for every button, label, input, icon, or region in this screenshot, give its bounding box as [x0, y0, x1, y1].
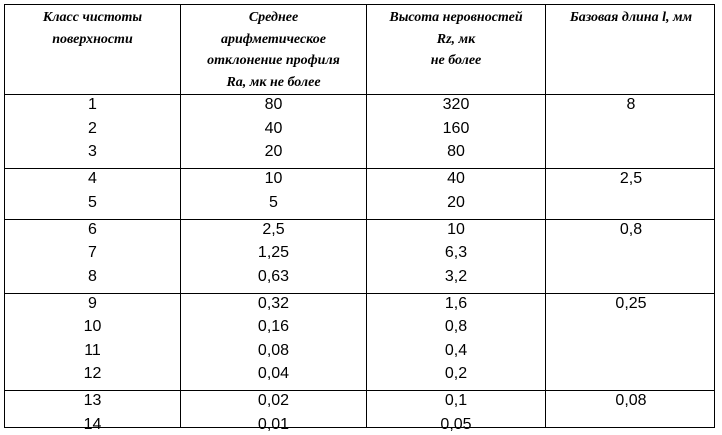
ra-value-cell: 0,08: [257, 341, 290, 359]
surface-class-cell: 12: [83, 365, 102, 382]
surface-roughness-table: [4, 4, 715, 433]
ra-value-cell: 80: [264, 96, 283, 113]
surface-class-cell: 6: [88, 220, 97, 238]
column-divider: [545, 5, 546, 427]
surface-class-cell: 9: [88, 294, 97, 312]
ra-value-cell: 0,01: [257, 415, 290, 433]
rz-value-cell: 20: [447, 193, 465, 211]
surface-class-cell: 1: [88, 96, 97, 113]
header-ra: Среднее арифметическое отклонение профиля Ra, мк не более: [207, 10, 340, 90]
header-base-length: Базовая длина l, мм: [569, 10, 693, 25]
surface-class-cell: 3: [88, 143, 97, 160]
ra-value-cell: 1,25: [257, 244, 290, 261]
surface-class-cell: 8: [88, 267, 97, 285]
ra-value-cell: 0,02: [257, 392, 290, 409]
ra-value-cell: 10: [264, 170, 283, 187]
surface-class-cell: 11: [84, 341, 101, 359]
header-rz: Высота неровностей Rz, мк не более: [389, 10, 523, 68]
rz-value-cell: 0,2: [444, 365, 468, 382]
rz-value-cell: 40: [447, 170, 465, 187]
rz-value-cell: 1,6: [444, 294, 468, 312]
surface-class-cell: 2: [88, 119, 97, 137]
rz-value-cell: 160: [442, 119, 470, 137]
rz-value-cell: 0,1: [444, 392, 468, 409]
base-length-cell: 2,5: [619, 170, 643, 187]
ra-value-cell: 40: [264, 119, 283, 137]
ra-value-cell: 0,32: [257, 294, 290, 312]
surface-class-cell: 13: [83, 392, 102, 409]
rz-value-cell: 0,8: [444, 318, 468, 335]
surface-class-cell: 4: [88, 170, 97, 187]
ra-value-cell: 0,63: [257, 267, 290, 285]
surface-class-cell: 5: [88, 193, 97, 211]
base-length-cell: 0,8: [619, 220, 643, 238]
base-length-cell: 0,08: [615, 392, 647, 409]
surface-class-cell: 7: [88, 244, 97, 261]
base-length-cell: 0,25: [615, 294, 647, 312]
rz-value-cell: 80: [447, 143, 465, 160]
rz-value-cell: 6,3: [444, 244, 468, 261]
ra-value-cell: 0,04: [257, 365, 290, 382]
surface-class-cell: 14: [83, 415, 102, 433]
base-length-cell: 8: [626, 96, 636, 113]
rz-value-cell: 3,2: [444, 267, 468, 285]
ra-value-cell: 20: [264, 143, 283, 160]
ra-value-cell: 0,16: [257, 318, 290, 335]
header-surface-class: Класс чистоты поверхности: [42, 10, 143, 47]
rz-value-cell: 0,4: [444, 341, 468, 359]
surface-class-cell: 10: [83, 318, 102, 335]
rz-value-cell: 320: [442, 96, 470, 113]
rz-value-cell: 0,05: [440, 415, 472, 433]
ra-value-cell: 5: [269, 193, 278, 211]
rz-value-cell: 10: [447, 220, 465, 238]
ra-value-cell: 2,5: [262, 220, 285, 238]
